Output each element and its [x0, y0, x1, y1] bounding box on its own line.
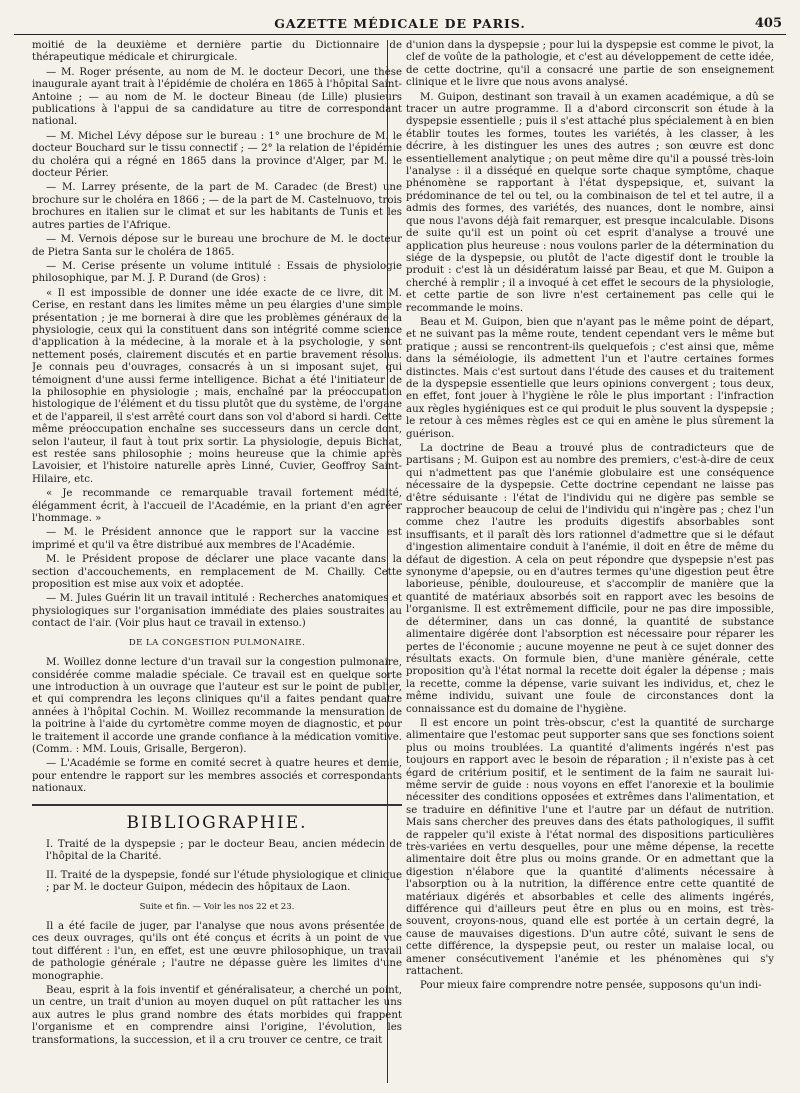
paragraph: — M. Jules Guérin lit un travail intitulé : Recherches anatomiques et physiologiques sur l'organisation immédiate des plaies soustraites au contact de l'air. (Voir plus haut ce travail in extenso.) [32, 593, 402, 630]
paragraph: — L'Académie se forme en comité secret à quatre heures et demie, pour entendre le rapport sur les membres associés et correspondants nationaux. [32, 758, 402, 795]
section-heading: BIBLIOGRAPHIE. [126, 812, 308, 833]
bibliography-entry: II. Traité de la dyspepsie, fondé sur l'étude physiologique et clinique ; par M. le docteur Guipon, médecin des hôpitaux de Laon. [46, 869, 402, 894]
paragraph: M. Guipon, destinant son travail à un examen académique, a dû se tracer un autre programme. Il a d'abord circonscrit son étude à la dyspepsie essentielle ; puis il s'est attaché plus spécialement à en bien établir toutes les formes, toutes les variétés, à les classer, à les décrire, à les distinguer les unes des autres ; son œuvre est donc essentiellement analytique ; on peut même dire qu'il a poussé très-loin l'analyse : il a disséqué en quelque sorte chaque symptôme, chaque phénomène se rapportant à l'état dyspepsique, et, suivant la prédominance de tel ou tel, ou la combinaison de tel et tel autre, il a admis des formes, des variétés, des nuances, dont le nombre, ainsi que nous l'avons déjà fait remarquer, est presque incalculable. Disons de suite qu'il est un point où cet esprit d'analyse a trouvé une application plus heureuse : nous voulons parler de la détermination du siége de la dyspepsie, ou plutôt de l'acte digestif dont le trouble la produit : c'est là un désidératum laissé par Beau, et que M. Guipon a cherché à remplir ; il a invoqué à cet effet le secours de la physiologie, et cette partie de son livre n'est certainement pas celle qui le recommande le moins. [406, 91, 774, 314]
paragraph: — M. Michel Lévy dépose sur le bureau : 1° une brochure de M. le docteur Bouchard sur le tissu connectif ; — 2° la relation de l'épidémie du choléra qui a régné en 1865 dans la province d'Alger, par M. le docteur Périer. [32, 130, 402, 180]
bibliography-entry: I. Traité de la dyspepsie ; par le docteur Beau, ancien médecin de l'hôpital de la Charité. [46, 838, 402, 863]
paragraph: — M. Larrey présente, de la part de M. Caradec (de Brest) une brochure sur le choléra en 1866 ; — de la part de M. Castelnuovo, trois brochures en italien sur le climat et sur les habitants de Tunis et les autres parties de l'Afrique. [32, 182, 402, 231]
paragraph: Pour mieux faire comprendre notre pensée, supposons qu'un indi- [420, 980, 762, 992]
paragraph: moitié de la deuxième et dernière partie du Dictionnaire de thérapeutique médicale et chirurgicale. [32, 40, 402, 64]
page-header [14, 14, 786, 35]
paragraph: « Il est impossible de donner une idée exacte de ce livre, dit M. Cerise, en restant dans les limites même un peu élargies d'une simple présentation ; je me bornerai à dire que les problèmes généraux de la physiologie, ceux qui la constituent dans son intégrité comme science d'application à la médecine, à la morale et à la psychologie, y sont nettement posés, clairement discutés et en partie bravement résolus. Je connais peu d'ouvrages, consacrés à un si imposant sujet, qui témoignent d'une aussi ferme intelligence. Bichat a été l'initiateur de la philosophie en physiologie ; mais, enchaîné par la préoccupation histologique de l'élément et du tissu plutôt que du système, de l'organe et de l'appareil, il s'est arrêté court dans son vol d'abord si hardi. Cette même préoccupation enchaîne ses successeurs dans un cercle dont, selon l'auteur, il faut à tout prix sortir. La physiologie, depuis Bichat, est restée sans philosophie ; moins heureuse que la chimie après Lavoisier, et l'histoire naturelle après Linné, Cuvier, Geoffroy Saint-Hilaire, etc. [32, 287, 402, 485]
paragraph: « Je recommande ce remarquable travail fortement médité, élégamment écrit, à l'accueil de l'Académie, en la priant d'en agréer l'hommage. » [32, 488, 402, 525]
section-subheading: DE LA CONGESTION PULMONAIRE. [128, 637, 306, 648]
paragraph: La doctrine de Beau a trouvé plus de contradicteurs que de partisans ; M. Guipon est au nombre des premiers, c'est-à-dire de ceux qui n'admettent pas que l'anémie globulaire est une conséquence nécessaire de la dyspepsie. Cette doctrine cependant ne laisse pas d'être séduisante : l'état de l'individu qui ne digère pas semble se rapprocher beaucoup de celui de l'individu qui n'ingère pas ; chez l'un comme chez l'autre les produits digestifs absorbables sont insuffisants, et il paraît dès lors rationnel d'admettre que si le défaut d'ingestion alimentaire conduit à l'anémie, il doit en être de même du défaut de digestion. A cela on peut répondre que dyspepsie n'est pas synonyme d'apepsie, ou en d'autres termes qu'une digestion peut être laborieuse, pénible, douloureuse, et s'accomplir de manière que la quantité de matériaux absorbés soit en rapport avec les besoins de l'organisme. Il est extrêmement difficile, pour ne pas dire impossible, de déterminer, dans un cas donné, la quantité de substance alimentaire digérée dont l'absorption est nécessaire pour réparer les pertes de l'économie ; aucune moyenne ne peut à ce sujet donner des résultats exacts. On formule bien, d'une manière générale, cette proposition qu'à l'état normal la recette doit égaler la dépense ; mais la recette, comme la dépense, varie suivant les individus, et, chez le même individu, suivant une foule de circonstances dont la connaissance est du domaine de l'hygiène. [406, 443, 774, 715]
paragraph: Il est encore un point très-obscur, c'est la quantité de surcharge alimentaire que l'estomac peut supporter sans que ses fonctions soient plus ou moins troublées. La quantité d'aliments ingérés n'est pas toujours en rapport avec le besoin de réparation ; il n'existe pas à cet égard de critérium positif, et le sentiment de la faim ne saurait lui-même servir de guide : nous voyons en effet l'anorexie et la boulimie nécessiter des conditions opposées et extrêmes dans l'alimentation, et se traduire en définitive l'une et l'autre par un défaut de nutrition. Mais sans chercher des preuves dans des états pathologiques, il suffit de rappeler qu'il existe à l'état normal des dispositions particulières très-variées en vertu desquelles, pour une même dépense, la recette alimentaire doit être plus ou moins grande. Or en admettant que la digestion n'élabore que la quantité d'aliments nécessaire à l'absorption ou à la nutrition, la différence entre cette quantité de matériaux digérés et absorbables et celle des aliments ingérés, différence qui d'ailleurs peut être en plus ou en moins, est très-souvent, croyons-nous, quand elle est portée à un certain degré, la cause de mauvaises digestions. D'un autre côté, suivant le sens de cette différence, la dyspepsie peut, ou rester un malaise local, ou amener consécutivement l'anémie et les phénomènes qui s'y rattachent. [406, 717, 774, 978]
page-number: 405 [754, 16, 782, 31]
paragraph: — M. Roger présente, au nom de M. le docteur Decori, une thèse inaugurale ayant trait à l'épidémie de choléra en 1865 à l'hôpital Saint-Antoine ; — au nom de M. le docteur Bineau (de Lille) plusieurs publications à l'appui de sa candidature au titre de correspondant national. [32, 66, 402, 128]
paragraph: — M. Cerise présente un volume intitulé : Essais de physiologie philosophique, par M. J. P. Durand (de Gros) : [32, 260, 402, 285]
paragraph: — M. le Président annonce que le rapport sur la vaccine est imprimé et qu'il va être distribué aux membres de l'Académie. [32, 527, 402, 551]
paragraph: M. le Président propose de déclarer une place vacante dans la section d'accouchements, en remplacement de M. Chailly. Cette proposition est mise aux voix et adoptée. [32, 554, 402, 591]
section-divider [32, 804, 402, 809]
columns [14, 40, 786, 1087]
continuation-note: Suite et fin. — Voir les nos 22 et 23. [139, 901, 295, 912]
paragraph: Beau et M. Guipon, bien que n'ayant pas le même point de départ, et ne suivant pas la même route, tendent cependant vers le même but pratique ; aussi se rencontrent-ils quelquefois ; c'est ainsi que, même dans la séméiologie, ils admettent l'un et l'autre certaines formes distinctes. Mais c'est surtout dans l'étude des causes et du traitement de la dyspepsie essentielle que leurs opinions convergent ; tous deux, en effet, font jouer à l'hygiène le rôle le plus important : l'infraction aux règles hygiéniques est ce qui produit le plus souvent la dyspepsie ; le retour à ces mêmes règles est ce qui en amène le plus sûrement la guérison. [406, 316, 774, 440]
paragraph: Beau, esprit à la fois inventif et généralisateur, a cherché un point, un centre, un trait d'union au moyen duquel on pût rattacher les uns aux autres le plus grand nombre des états morbides qui frappent l'organisme et en comprendre ainsi l'origine, l'évolution, les transformations, la succession, et il a cru trouver ce centre, ce trait [32, 985, 402, 1046]
paragraph: — M. Vernois dépose sur le bureau une brochure de M. le docteur de Pietra Santa sur le choléra de 1865. [32, 234, 402, 258]
left-column [32, 40, 402, 1087]
paragraph: M. Woillez donne lecture d'un travail sur la congestion pulmonaire, considérée comme maladie spéciale. Ce travail est en quelque sorte une introduction à un ouvrage que l'auteur est sur le point de publier, et qui comprendra les leçons cliniques qu'il a faites pendant quatre années à l'hôpital Cochin. M. Woillez recommande la mensuration de la poitrine à l'aide du cyrtomètre comme moyen de diagnostic, et pour le traitement il accorde une grande confiance à la médication vomitive. (Comm. : MM. Louis, Grisalle, Bergeron). [32, 657, 402, 755]
paragraph: Il a été facile de juger, par l'analyse que nous avons présentée de ces deux ouvrages, qu'ils ont été conçus et écrits à un point de vue tout différent : l'un, en effet, est une œuvre philosophique, un travail de pathologie générale ; l'autre ne dépasse guère les limites d'une monographie. [32, 921, 402, 982]
right-column [406, 40, 774, 1087]
paragraph: d'union dans la dyspepsie ; pour lui la dyspepsie est comme le pivot, la clef de voûte de la pathologie, et c'est au développement de cette idée, de cette doctrine, qu'il a consacré une partie de son enseignement clinique et le livre que nous avons analysé. [406, 40, 774, 89]
journal-title: GAZETTE MÉDICALE DE PARIS. [274, 16, 526, 31]
